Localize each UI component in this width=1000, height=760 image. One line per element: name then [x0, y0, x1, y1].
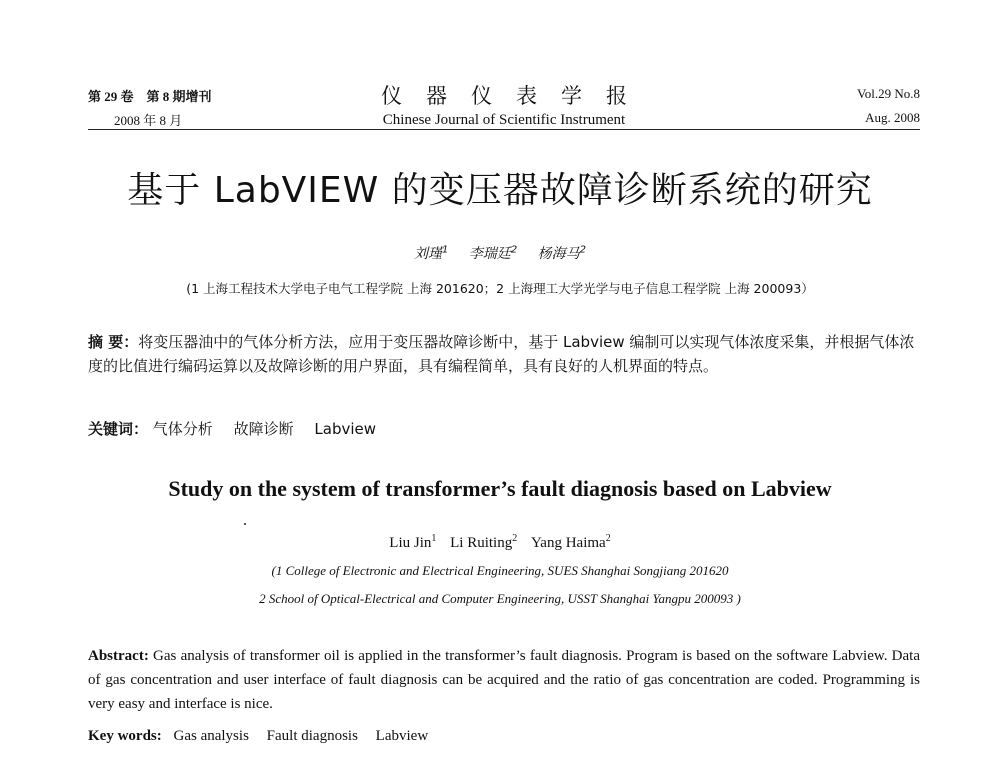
keyword-en: Labview	[375, 728, 429, 744]
journal-header-row-1	[88, 86, 920, 110]
date-en: Aug. 2008	[865, 110, 920, 125]
author-cn: 李瑞廷$^2$	[468, 244, 518, 262]
author-en: Liu Jin$^1$	[389, 533, 437, 551]
header-rule	[88, 129, 920, 130]
title-en: Study on the system of transformer’s fault diagnosis based on Labview	[168, 476, 832, 501]
keywords-label-cn: 关键词：	[88, 420, 149, 438]
journal-name-en: Chinese Journal of Scientific Instrument	[382, 112, 626, 128]
keyword-en: Gas analysis	[173, 728, 249, 744]
keywords-label-en: Key words:	[88, 728, 162, 744]
affiliation-en-1: (1 College of Electronic and Electrical Engineering, SUES Shanghai Songjiang 201620	[271, 563, 729, 578]
authors-en	[0, 535, 1000, 552]
volume-issue-cn: 第 29 卷 第 8 期增刊	[88, 89, 212, 104]
abstract-en	[88, 644, 920, 716]
author-en: Yang Haima$^2$	[530, 533, 611, 551]
keyword-cn: 气体分析	[152, 420, 213, 438]
affiliation-en-2: 2 School of Optical-Electrical and Computer Engineering, USST Shanghai Yangpu 200093 )	[259, 591, 741, 606]
abstract-text-cn: 将变压器油中的气体分析方法，应用于变压器故障诊断中，基于 Labview 编制可以实现气体浓度采集，并根据气体浓度的比值进行编码运算以及故障诊断的用户界面，具有编程简单，具有良好的人机界面的特点。	[88, 333, 915, 375]
journal-header-row-2	[88, 110, 920, 134]
date-cn: 2008 年 8 月	[114, 113, 183, 128]
keywords-cn	[88, 418, 392, 439]
affiliations-cn: (1 上海工程技术大学电子电气工程学院 上海 201620；2 上海理工大学光学与电子信息工程学院 上海 200093）	[186, 281, 814, 296]
abstract-label-cn: 摘 要：	[88, 333, 139, 351]
abstract-label-en: Abstract:	[88, 648, 149, 664]
authors-cn	[0, 243, 1000, 263]
keyword-cn: Labview	[314, 420, 377, 438]
keywords-en	[88, 728, 442, 745]
volume-issue-en: Vol.29 No.8	[857, 86, 920, 101]
abstract-text-en: Gas analysis of transformer oil is applied in the transformer’s fault diagnosis. Program is based on the software Labview. Data of gas concentration and user interface of fault diagnosis can be acquired and the ratio of gas concentration are coded. Programming is very easy and interface is nice.	[88, 648, 921, 712]
keyword-cn: 故障诊断	[233, 420, 294, 438]
abstract-cn	[88, 330, 920, 378]
author-cn: 刘瑾$^1$	[413, 244, 449, 262]
journal-name-cn: 仪器仪表学报	[381, 84, 651, 108]
author-en: Li Ruiting$^2$	[450, 533, 518, 551]
author-cn: 杨海马$^2$	[537, 244, 587, 262]
scan-speck	[244, 523, 246, 525]
keyword-en: Fault diagnosis	[266, 728, 358, 744]
title-cn: 基于 LabVIEW 的变压器故障诊断系统的研究	[127, 170, 873, 211]
